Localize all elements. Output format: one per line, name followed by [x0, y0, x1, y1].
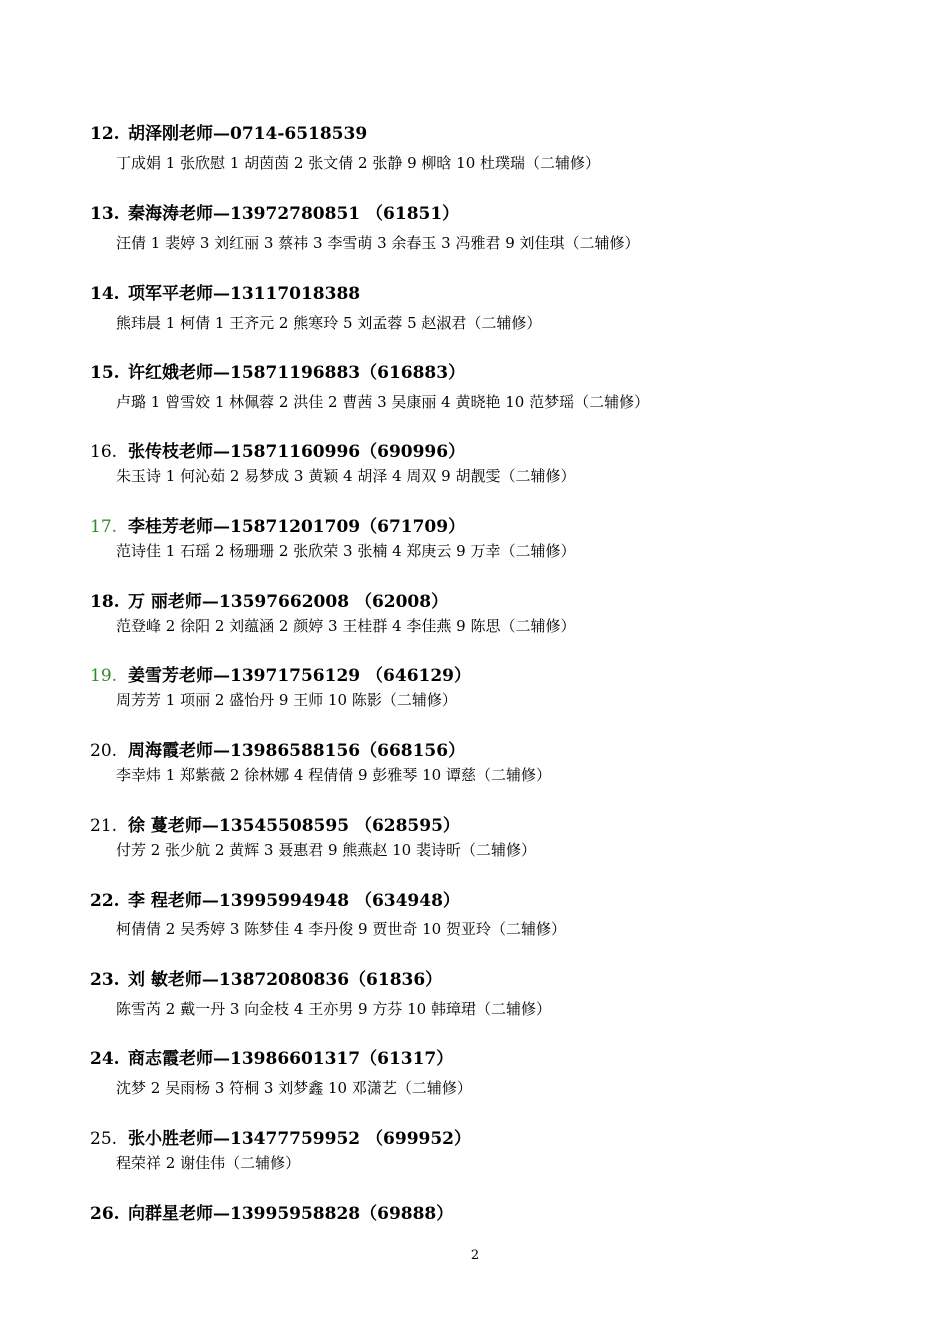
teacher-name-phone: 张传枝老师—15871160996（690996）: [128, 442, 466, 462]
teacher-heading: [90, 1128, 471, 1150]
student-list: 沈梦 2 吴雨杨 3 符桐 3 刘梦鑫 10 邓潇艺（二辅修）: [116, 1079, 472, 1097]
teacher-name-phone: 万 丽老师—13597662008 （62008）: [128, 592, 449, 612]
entry-number: 18.: [90, 592, 120, 612]
teacher-heading: [90, 123, 367, 145]
entry-number: 20.: [90, 741, 118, 761]
teacher-heading: [90, 665, 471, 687]
student-list: 程荣祥 2 谢佳伟（二辅修）: [116, 1154, 301, 1172]
student-list: 熊玮晨 1 柯倩 1 王齐元 2 熊寒玲 5 刘孟蓉 5 赵淑君（二辅修）: [116, 314, 542, 332]
teacher-name-phone: 秦海涛老师—13972780851 （61851）: [128, 204, 460, 224]
teacher-name-phone: 周海霞老师—13986588156（668156）: [128, 741, 466, 761]
teacher-name-phone: 胡泽刚老师—0714-6518539: [128, 124, 368, 144]
teacher-name-phone: 向群星老师—13995958828（69888）: [128, 1204, 454, 1224]
teacher-name-phone: 刘 敏老师—13872080836（61836）: [128, 970, 443, 990]
entry-number: 25.: [90, 1129, 118, 1149]
teacher-heading: [90, 969, 442, 991]
student-list: 周芳芳 1 项丽 2 盛怡丹 9 王师 10 陈影（二辅修）: [116, 691, 457, 709]
teacher-name-phone: 徐 蔓老师—13545508595 （628595）: [128, 816, 460, 836]
teacher-heading: [90, 441, 465, 463]
teacher-heading: [90, 362, 465, 384]
teacher-heading: [90, 203, 459, 225]
teacher-heading: [90, 815, 460, 837]
entry-number: 22.: [90, 891, 120, 911]
student-list: 丁成娟 1 张欣慰 1 胡茵茵 2 张文倩 2 张静 9 柳晗 10 杜璞瑞（二辅修）: [116, 154, 601, 172]
entry-number: 14.: [90, 284, 120, 304]
entry-number: 17.: [90, 517, 118, 537]
entry-number: 21.: [90, 816, 118, 836]
teacher-name-phone: 李桂芳老师—15871201709（671709）: [128, 517, 466, 537]
entry-number: 24.: [90, 1049, 120, 1069]
teacher-heading: [90, 283, 360, 305]
student-list: 付芳 2 张少航 2 黄辉 3 聂惠君 9 熊燕赵 10 裴诗昕（二辅修）: [116, 841, 536, 859]
teacher-heading: [90, 890, 460, 912]
entry-number: 19.: [90, 666, 118, 686]
entry-number: 12.: [90, 124, 120, 144]
teacher-name-phone: 姜雪芳老师—13971756129 （646129）: [128, 666, 472, 686]
student-list: 李幸炜 1 郑紫薇 2 徐林娜 4 程倩倩 9 彭雅琴 10 谭慈（二辅修）: [116, 766, 551, 784]
teacher-name-phone: 李 程老师—13995994948 （634948）: [128, 891, 460, 911]
teacher-heading: [90, 740, 465, 762]
student-list: 朱玉诗 1 何沁茹 2 易梦成 3 黄颖 4 胡泽 4 周双 9 胡靓雯（二辅修）: [116, 467, 576, 485]
student-list: 汪倩 1 裴婷 3 刘红丽 3 蔡祎 3 李雪萌 3 余春玉 3 冯雅君 9 刘佳琪（二辅修）: [116, 234, 640, 252]
teacher-name-phone: 许红娥老师—15871196883（616883）: [128, 363, 466, 383]
teacher-name-phone: 商志霞老师—13986601317（61317）: [128, 1049, 454, 1069]
student-list: 范诗佳 1 石瑶 2 杨珊珊 2 张欣荣 3 张楠 4 郑庚云 9 万幸（二辅修）: [116, 542, 576, 560]
teacher-heading: [90, 1048, 453, 1070]
teacher-heading: [90, 591, 448, 613]
student-list: 卢璐 1 曾雪姣 1 林佩蓉 2 洪佳 2 曹茜 3 吴康丽 4 黄晓艳 10 范梦瑶（二辅修）: [116, 393, 650, 411]
entry-number: 26.: [90, 1204, 120, 1224]
student-list: 范登峰 2 徐阳 2 刘蕴涵 2 颜婷 3 王桂群 4 李佳燕 9 陈思（二辅修）: [116, 617, 576, 635]
teacher-name-phone: 项军平老师—13117018388: [128, 284, 361, 304]
teacher-heading: [90, 516, 465, 538]
entry-number: 15.: [90, 363, 120, 383]
entry-number: 13.: [90, 204, 120, 224]
student-list: 陈雪芮 2 戴一丹 3 向金枝 4 王亦男 9 方芬 10 韩璋珺（二辅修）: [116, 1000, 551, 1018]
entry-number: 23.: [90, 970, 120, 990]
teacher-heading: [90, 1203, 453, 1225]
entry-number: 16.: [90, 442, 118, 462]
page-number: 2: [470, 1248, 480, 1263]
teacher-name-phone: 张小胜老师—13477759952 （699952）: [128, 1129, 472, 1149]
student-list: 柯倩倩 2 吴秀婷 3 陈梦佳 4 李丹俊 9 贾世奇 10 贺亚玲（二辅修）: [116, 920, 566, 938]
